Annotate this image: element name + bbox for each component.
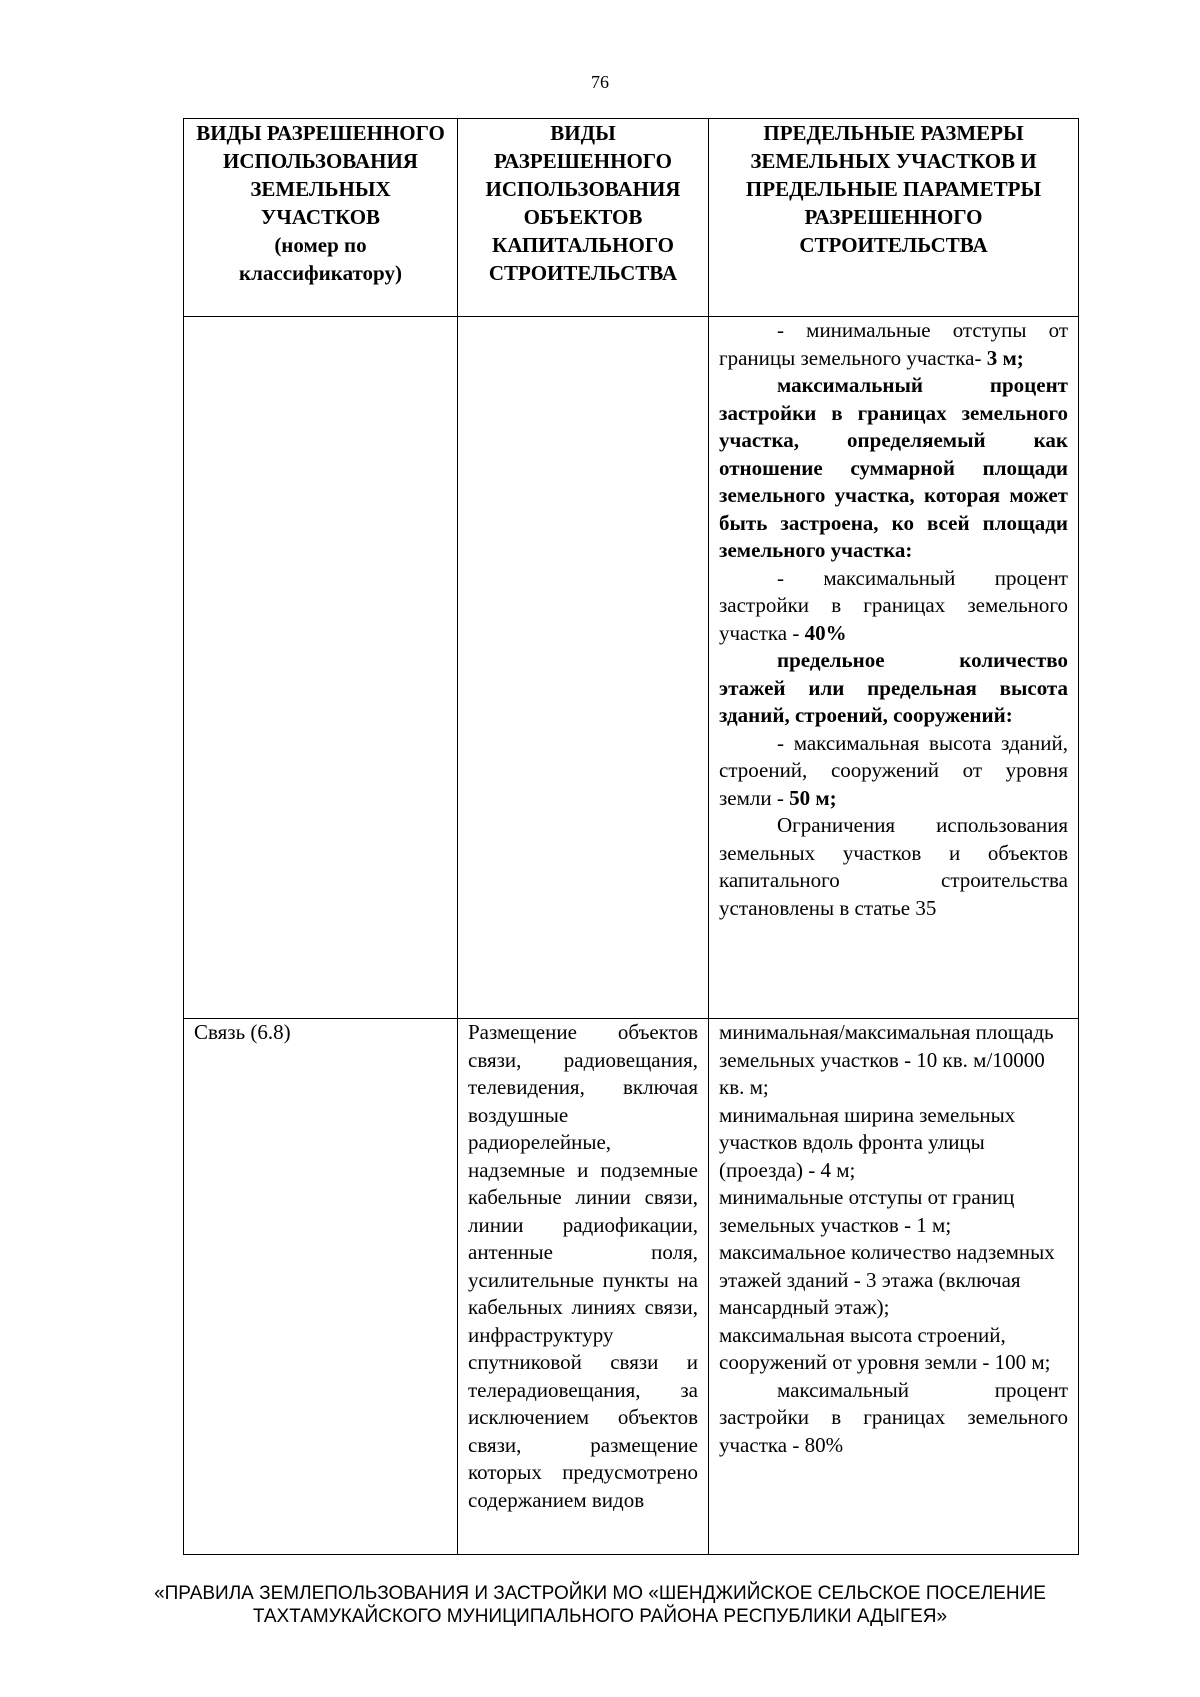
header-col1-note: (номер по классификатору) — [239, 233, 402, 285]
row1-param-coverage — [719, 565, 1068, 648]
header-limit-parameters: ПРЕДЕЛЬНЫЕ РАЗМЕРЫ ЗЕМЕЛЬНЫХ УЧАСТКОВ И ПРЕДЕЛЬНЫЕ ПАРАМЕТРЫ РАЗРЕШЕННОГО СТРОИТЕЛЬСТВА — [709, 119, 1079, 317]
header-land-use-types — [184, 119, 458, 317]
row1-param-height-text: - максимальная высота зданий, строений, сооружений от уровня земли - — [719, 730, 1068, 810]
row1-land-use-cell — [184, 317, 458, 1019]
row2-param-setback: минимальные отступы от границ земельных участков - 1 м; — [719, 1185, 1015, 1237]
row1-param-setback — [719, 317, 1068, 372]
table-header-row — [184, 119, 1079, 317]
table-row — [184, 317, 1079, 1019]
row1-parameters-cell — [709, 317, 1079, 1019]
row2-param-coverage: максимальный процент застройки в границах земельного участка - 80% — [719, 1377, 1068, 1457]
row1-param-setback-text: - минимальные отступы от границы земельного участка- — [719, 318, 1068, 370]
row2-construction-text: Размещение объектов связи, радиовещания, телевидения, включая воздушные радиорелейные, надземные и подземные кабельные линии связи, линии радиофикации, антенные поля, усилительные пункты на кабельных линиях связи, инфраструктуру спутниковой связи и телерадиовещания, за исключением объектов связи, размещение которых предусмотрено содержанием видов — [468, 1020, 698, 1512]
row2-land-use-cell: Связь (6.8) — [184, 1019, 458, 1555]
row1-param-coverage-text: - максимальный процент застройки в границах земельного участка - — [719, 565, 1068, 645]
row2-param-width: минимальная ширина земельных участков вдоль фронта улицы (проезда) - 4 м; — [719, 1102, 1016, 1182]
header-col1-title: ВИДЫ РАЗРЕШЕННОГО ИСПОЛЬЗОВАНИЯ ЗЕМЕЛЬНЫХ УЧАСТКОВ — [196, 121, 445, 229]
footer-line-1: «ПРАВИЛА ЗЕМЛЕПОЛЬЗОВАНИЯ И ЗАСТРОЙКИ МО «ШЕНДЖИЙСКОЕ СЕЛЬСКОЕ ПОСЕЛЕНИЕ — [154, 1583, 1046, 1604]
footer-line-2: ТАХТАМУКАЙСКОГО МУНИЦИПАЛЬНОГО РАЙОНА РЕСПУБЛИКИ АДЫГЕЯ» — [252, 1606, 948, 1627]
row1-param-height — [719, 730, 1068, 813]
row2-param-height: максимальная высота строений, сооружений от уровня земли - 100 м; — [719, 1322, 1051, 1374]
row1-param-coverage-heading: максимальный процент застройки в границах земельного участка, определяемый как отношение суммарной площади земельного участка, которая может быть застроена, ко всей площади земельного участка: — [719, 373, 1068, 562]
row1-param-coverage-value: 40% — [804, 620, 847, 645]
page-number: 76 — [591, 72, 609, 92]
table-row — [184, 1019, 1079, 1555]
header-construction-use-types: ВИДЫ РАЗРЕШЕННОГО ИСПОЛЬЗОВАНИЯ ОБЪЕКТОВ КАПИТАЛЬНОГО СТРОИТЕЛЬСТВА — [458, 119, 709, 317]
row1-construction-cell — [458, 317, 709, 1019]
zoning-table — [183, 118, 1079, 1555]
row2-construction-cell — [458, 1019, 709, 1555]
row2-parameters-cell — [709, 1019, 1079, 1555]
row1-param-setback-value: 3 м; — [986, 345, 1024, 370]
row1-param-floors-heading: предельное количество этажей или предельная высота зданий, строений, сооружений: — [719, 648, 1068, 727]
row1-param-restrictions: Ограничения использования земельных участков и объектов капитального строительства установлены в статье 35 — [719, 813, 1068, 920]
row1-param-height-value: 50 м; — [789, 785, 837, 810]
row2-param-floors: максимальное количество надземных этажей зданий - 3 этажа (включая мансардный этаж); — [719, 1240, 1055, 1319]
row2-param-area: минимальная/максимальная площадь земельных участков - 10 кв. м/10000 кв. м; — [719, 1020, 1054, 1099]
document-footer — [0, 1582, 1200, 1628]
